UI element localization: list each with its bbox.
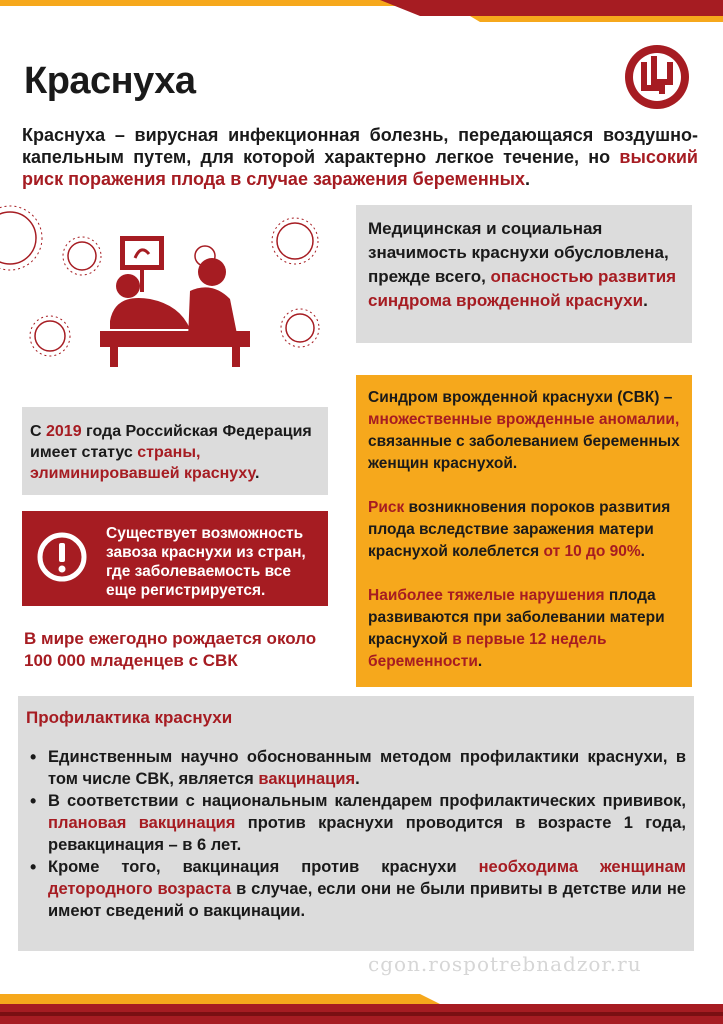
elimination-status-box: С 2019 года Российская Федерация имеет статус страны, элиминировавшей краснуху. — [22, 407, 328, 495]
intro-highlight: высокий риск поражения плода в случае заражения беременных — [22, 147, 698, 189]
page-title: Краснуха — [24, 60, 196, 102]
watermark-url: cgon.rospotrebnadzor.ru — [368, 952, 642, 976]
exclamation-circle-icon — [36, 531, 88, 583]
warning-text: Существует возможность завоза краснухи из стран, где заболеваемость все еще регистрируется. — [106, 525, 306, 599]
list-item: • Кроме того, вакцинация против краснухи необходима женщинам детородного возраста в случае, если они не были привиты в детстве или не имеют сведений о вакцинации. — [26, 856, 686, 922]
prevention-box — [18, 696, 694, 951]
prevention-list — [26, 746, 686, 922]
syndrome-severe: Наиболее тяжелые нарушения плода развиваются при заболевании матери краснухой в первые 12 недель беременности. — [368, 587, 665, 670]
medical-significance-box: Медицинская и социальная значимость краснухи обусловлена, прежде всего, опасностью развития синдрома врожденной краснухи. — [356, 205, 692, 343]
virus-icon — [0, 212, 314, 351]
world-newborns-text: В мире ежегодно рождается около 100 000 младенцев с СВК — [24, 629, 317, 670]
intro-text: Краснуха – вирусная инфекционная болезнь, передающаяся воздушно-капельным путем, для которой характерно легкое течение, но высокий риск поражения плода в случае заражения беременных. — [22, 125, 698, 189]
pregnant-ultrasound-illustration — [0, 196, 330, 371]
bottom-stripes — [0, 986, 723, 1024]
rospotrebnadzor-logo-icon — [622, 42, 692, 112]
top-stripes — [0, 0, 723, 30]
import-warning-box — [22, 511, 328, 606]
syndrome-definition: Синдром врожденной краснухи (СВК) – множественные врожденные аномалии, связанные с заболеванием беременных женщин краснухой. — [368, 389, 680, 472]
list-item: • В соответствии с национальным календарем профилактических прививок, плановая вакцинация против краснухи проводится в возрасте 1 года, ревакцинация – в 6 лет. — [26, 790, 686, 856]
prevention-title: Профилактика краснухи — [26, 708, 233, 727]
list-item: • Единственным научно обоснованным методом профилактики краснухи, в том числе СВК, является вакцинация. — [26, 746, 686, 790]
syndrome-risk: Риск возникновения пороков развития плода вследствие заражения матери краснухой колеблется от 10 до 90%. — [368, 499, 671, 560]
congenital-syndrome-box — [356, 375, 692, 687]
